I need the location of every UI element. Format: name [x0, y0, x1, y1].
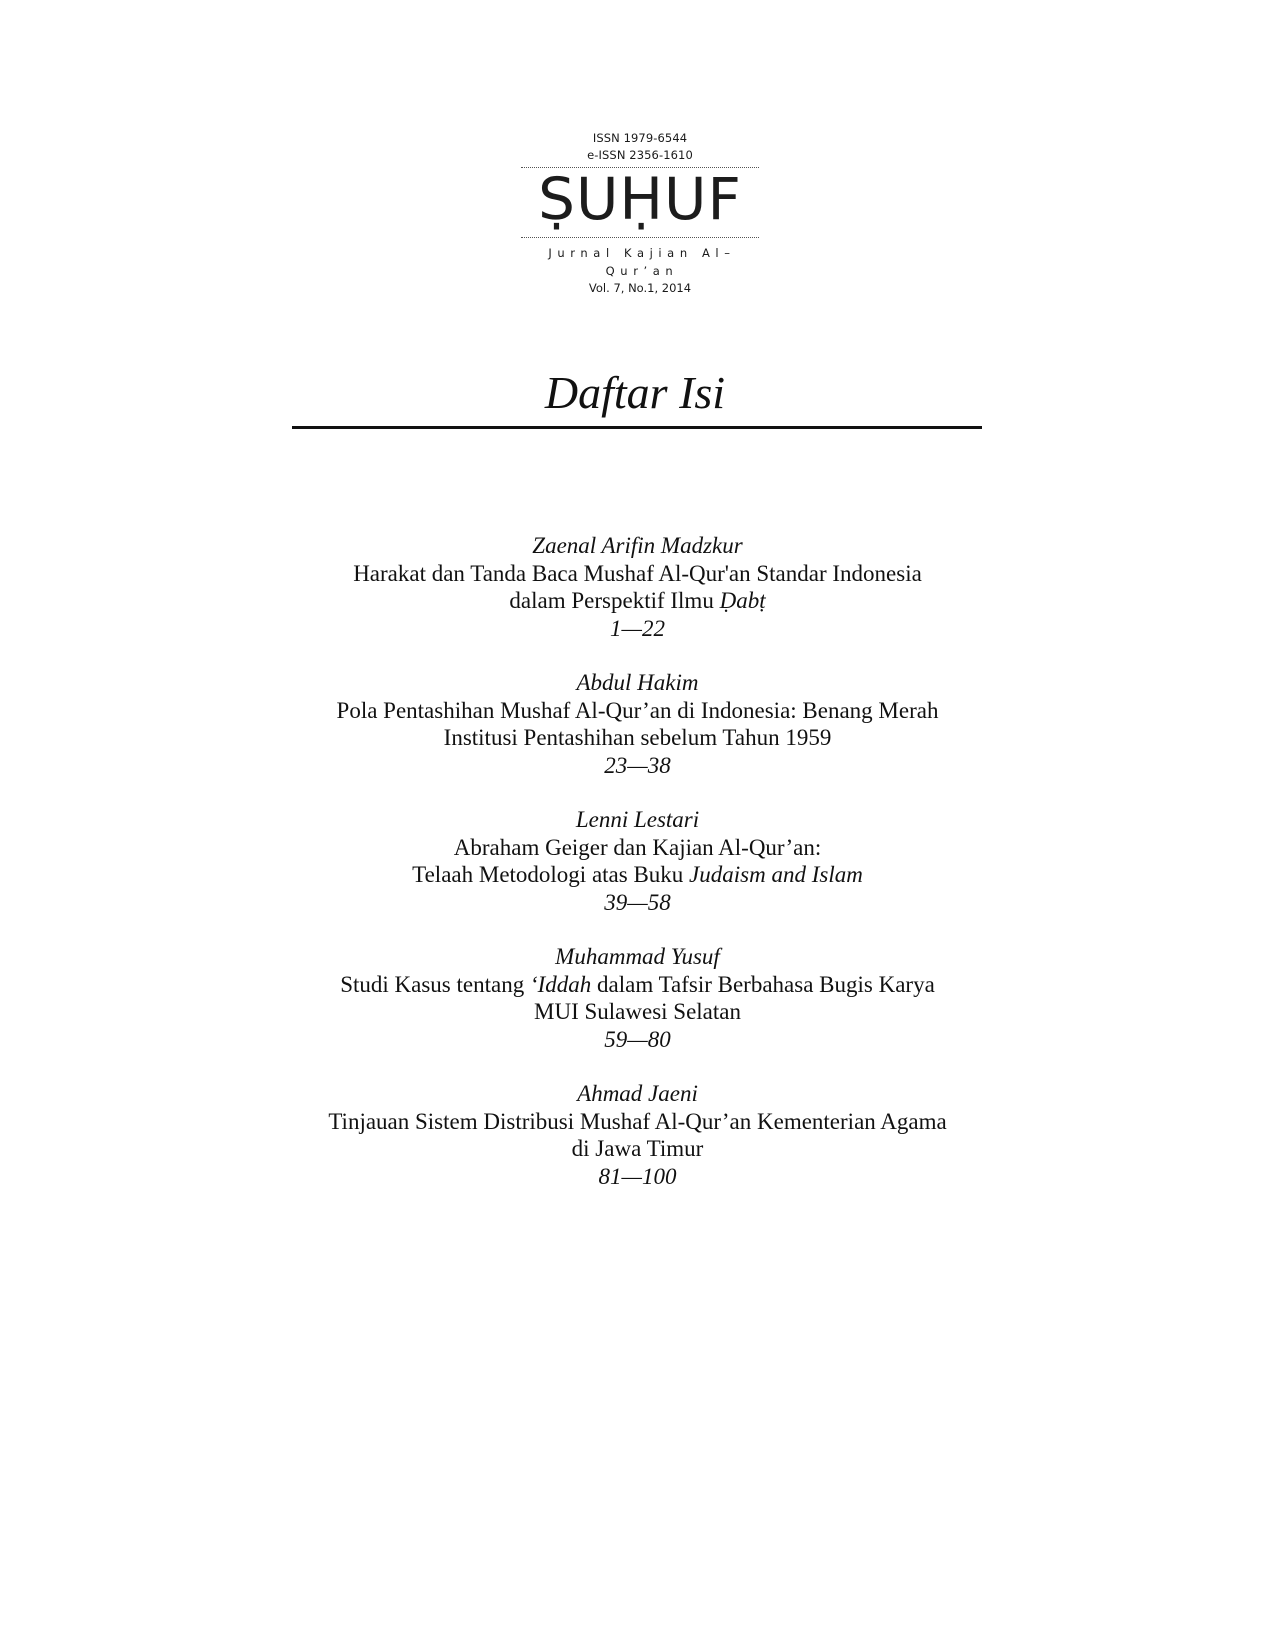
toc-entries [240, 532, 1035, 1217]
journal-logo [521, 165, 759, 234]
entry-pages: 1—22 [610, 615, 665, 641]
entry-pages: 59—80 [604, 1026, 671, 1052]
entry-pages: 23—38 [604, 752, 671, 778]
toc-entry [240, 806, 1035, 916]
eissn: e-ISSN 2356-1610 [587, 148, 693, 162]
toc-entry [240, 1080, 1035, 1190]
entry-author: Zaenal Arifin Madzkur [532, 533, 743, 558]
issn: ISSN 1979-6544 [592, 131, 688, 145]
entry-title-italic: ‘Iddah [529, 971, 592, 997]
entry-title-line [240, 861, 1035, 889]
toc-entry [240, 943, 1035, 1053]
entry-title-line: Pola Pentashihan Mushaf Al-Qur’an di Indonesia: Benang Merah [336, 697, 939, 723]
entry-pages: 39—58 [604, 889, 671, 915]
journal-tagline: Jurnal Kajian Al–Qur’an [548, 246, 736, 278]
toc-entry [240, 669, 1035, 779]
entry-title-line: Abraham Geiger dan Kajian Al-Qur’an: [453, 834, 822, 860]
toc-title: Daftar Isi [544, 367, 726, 418]
journal-logo-text: ṢUḤUF [538, 165, 742, 233]
journal-masthead [521, 130, 759, 296]
entry-title-line: di Jawa Timur [571, 1136, 704, 1161]
entry-author: Muhammad Yusuf [555, 944, 720, 969]
entry-title-italic: Ḍabṭ [719, 588, 766, 613]
entry-title-text: Studi Kasus tentang [340, 971, 530, 997]
entry-author: Lenni Lestari [575, 807, 700, 832]
entry-title-line: Tinjauan Sistem Distribusi Mushaf Al-Qur’an Kementerian Agama [328, 1108, 947, 1134]
entry-title-line [240, 971, 1035, 999]
entry-pages: 81—100 [598, 1163, 677, 1189]
entry-author: Ahmad Jaeni [577, 1081, 698, 1106]
entry-title-text: Telaah Metodologi atas Buku [412, 862, 690, 887]
entry-title-line: Institusi Pentashihan sebelum Tahun 1959 [443, 725, 832, 750]
entry-title-text: dalam Tafsir Berbahasa Bugis Karya [591, 971, 935, 997]
entry-title-italic: Judaism and Islam [689, 862, 863, 887]
masthead-divider-bottom [521, 237, 759, 238]
entry-title-line: MUI Sulawesi Selatan [534, 999, 741, 1024]
journal-volume: Vol. 7, No.1, 2014 [588, 281, 692, 295]
entry-title-line [240, 587, 1035, 615]
title-rule [292, 426, 982, 429]
toc-entry [240, 532, 1035, 642]
entry-author: Abdul Hakim [576, 670, 699, 695]
entry-title-line: Harakat dan Tanda Baca Mushaf Al-Qur'an Standar Indonesia [353, 560, 922, 586]
entry-title-text: dalam Perspektif Ilmu [509, 588, 720, 613]
